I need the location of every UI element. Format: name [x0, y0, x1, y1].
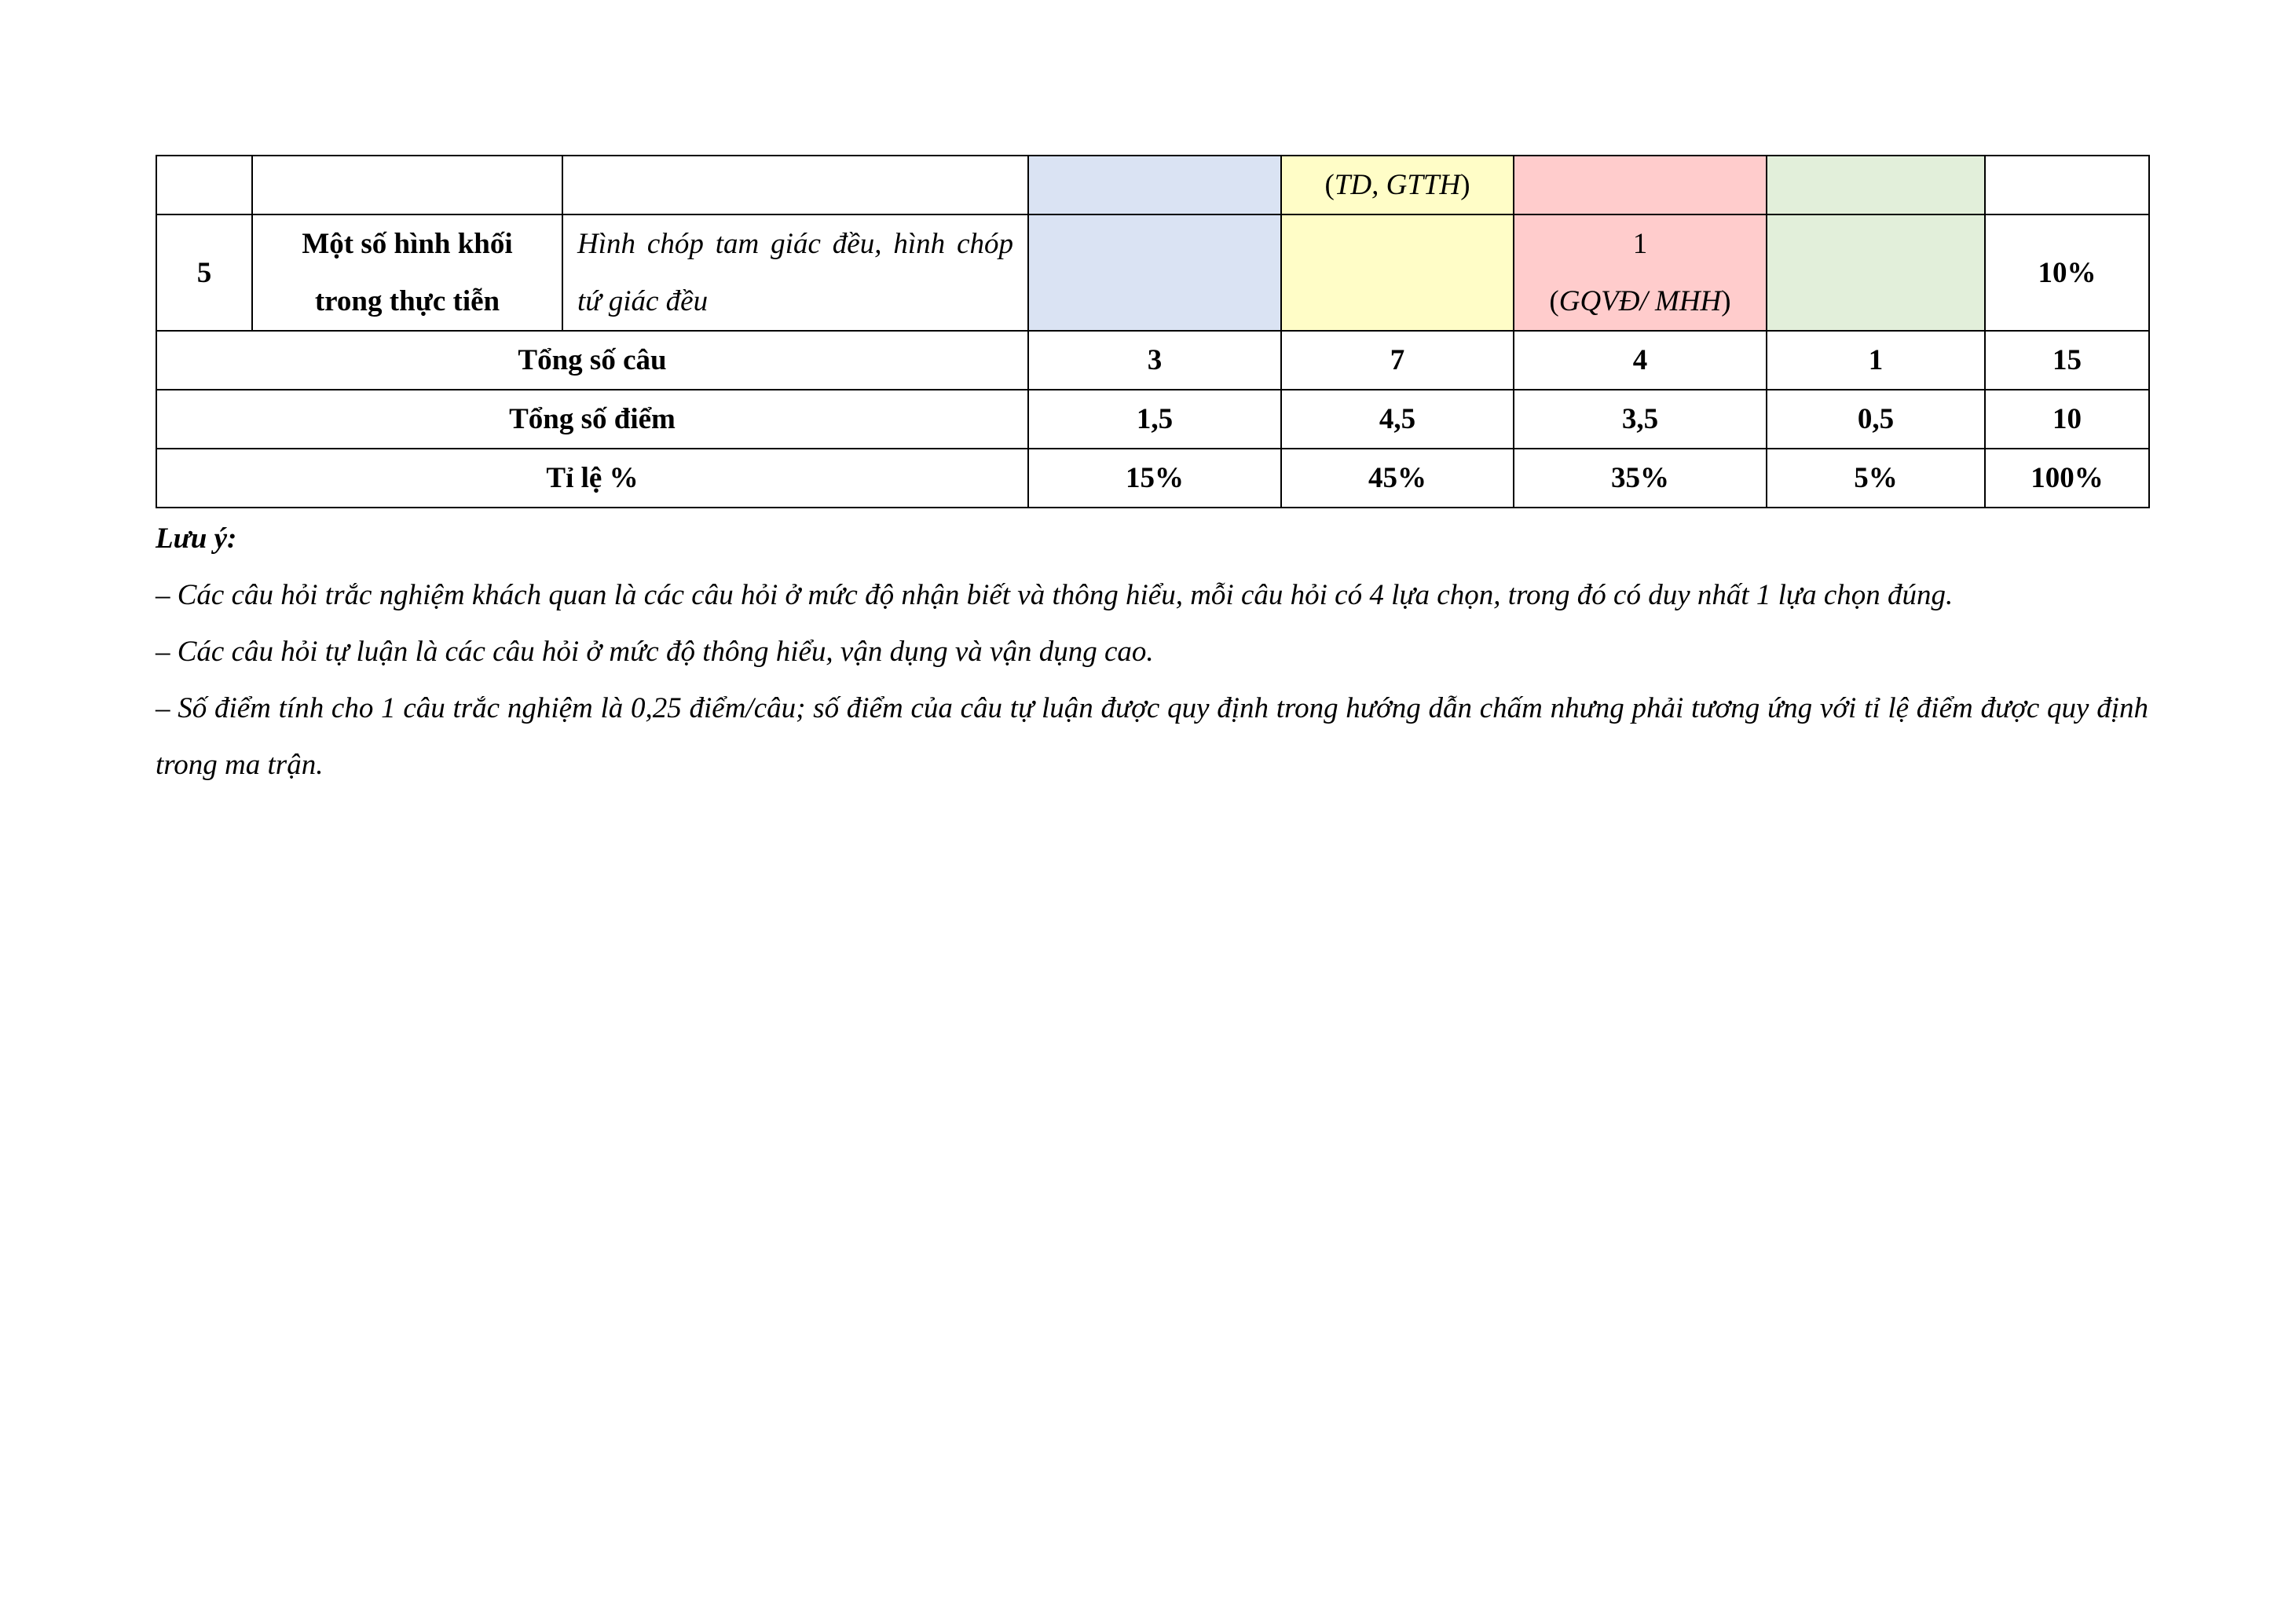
- summary-value: 15: [1985, 331, 2149, 390]
- stt-cell: 5: [156, 214, 252, 331]
- note-item-2: – Các câu hỏi tự luận là các câu hỏi ở mức độ thông hiểu, vận dụng và vận dụng cao.: [156, 636, 1154, 668]
- summary-label: Tổng số câu: [156, 331, 1028, 390]
- topic-line-1: Một số hình khối: [302, 228, 513, 260]
- content-cell: [562, 156, 1028, 214]
- content-cell: Hình chóp tam giác đều, hình chóp tứ giác đều: [562, 214, 1028, 331]
- summary-value: 3: [1028, 331, 1281, 390]
- ratio-cell: 10%: [1985, 214, 2149, 331]
- topic-line-2: trong thực tiễn: [314, 285, 500, 317]
- level3-open: (: [1549, 285, 1559, 317]
- summary-row-percentage: [156, 449, 2149, 508]
- note-item-1: – Các câu hỏi trắc nghiệm khách quan là các câu hỏi ở mức độ nhận biết và thông hiểu, mỗi câu hỏi có 4 lựa chọn, trong đó có duy nhất 1 lựa chọn đúng.: [156, 579, 1954, 611]
- notes-title: Lưu ý:: [156, 522, 237, 555]
- level3-cell: [1514, 214, 1767, 331]
- summary-value: 3,5: [1514, 390, 1767, 449]
- summary-value: 15%: [1028, 449, 1281, 508]
- note-item-3: – Số điểm tính cho 1 câu trắc nghiệm là 0,25 điểm/câu; số điểm của câu tự luận được quy định trong hướng dẫn chấm nhưng phải tương ứng với tỉ lệ điểm được quy định trong ma trận.: [156, 692, 2148, 781]
- level1-cell: [1028, 156, 1281, 214]
- level3-count: 1: [1632, 228, 1648, 260]
- summary-value: 7: [1281, 331, 1514, 390]
- summary-value: 35%: [1514, 449, 1767, 508]
- level2-close: ): [1460, 169, 1470, 201]
- topic-cell: [252, 156, 562, 214]
- summary-value: 1,5: [1028, 390, 1281, 449]
- stt-cell: [156, 156, 252, 214]
- table-row-continuation: [156, 156, 2149, 214]
- summary-value: 100%: [1985, 449, 2149, 508]
- level2-cell: [1281, 156, 1514, 214]
- summary-value: 4: [1514, 331, 1767, 390]
- level4-cell: [1767, 156, 1985, 214]
- exam-matrix-table: [156, 155, 2150, 508]
- level3-cell: [1514, 156, 1767, 214]
- topic-cell: [252, 214, 562, 331]
- summary-value: 10: [1985, 390, 2149, 449]
- level2-open: (: [1324, 169, 1335, 201]
- summary-value: 1: [1767, 331, 1985, 390]
- summary-value: 5%: [1767, 449, 1985, 508]
- summary-row-total-questions: [156, 331, 2149, 390]
- level2-competency: TD, GTTH: [1334, 169, 1461, 201]
- summary-row-total-points: [156, 390, 2149, 449]
- table-row-5: [156, 214, 2149, 331]
- summary-value: 45%: [1281, 449, 1514, 508]
- summary-value: 4,5: [1281, 390, 1514, 449]
- level1-cell: [1028, 214, 1281, 331]
- notes-section: [156, 511, 2148, 794]
- ratio-cell: [1985, 156, 2149, 214]
- level2-cell: [1281, 214, 1514, 331]
- level3-competency-text: GQVĐ/ MHH: [1558, 285, 1722, 317]
- level3-competency: [1527, 273, 1753, 330]
- level3-close: ): [1721, 285, 1731, 317]
- summary-value: 0,5: [1767, 390, 1985, 449]
- summary-label: Tỉ lệ %: [156, 449, 1028, 508]
- summary-label: Tổng số điểm: [156, 390, 1028, 449]
- level4-cell: [1767, 214, 1985, 331]
